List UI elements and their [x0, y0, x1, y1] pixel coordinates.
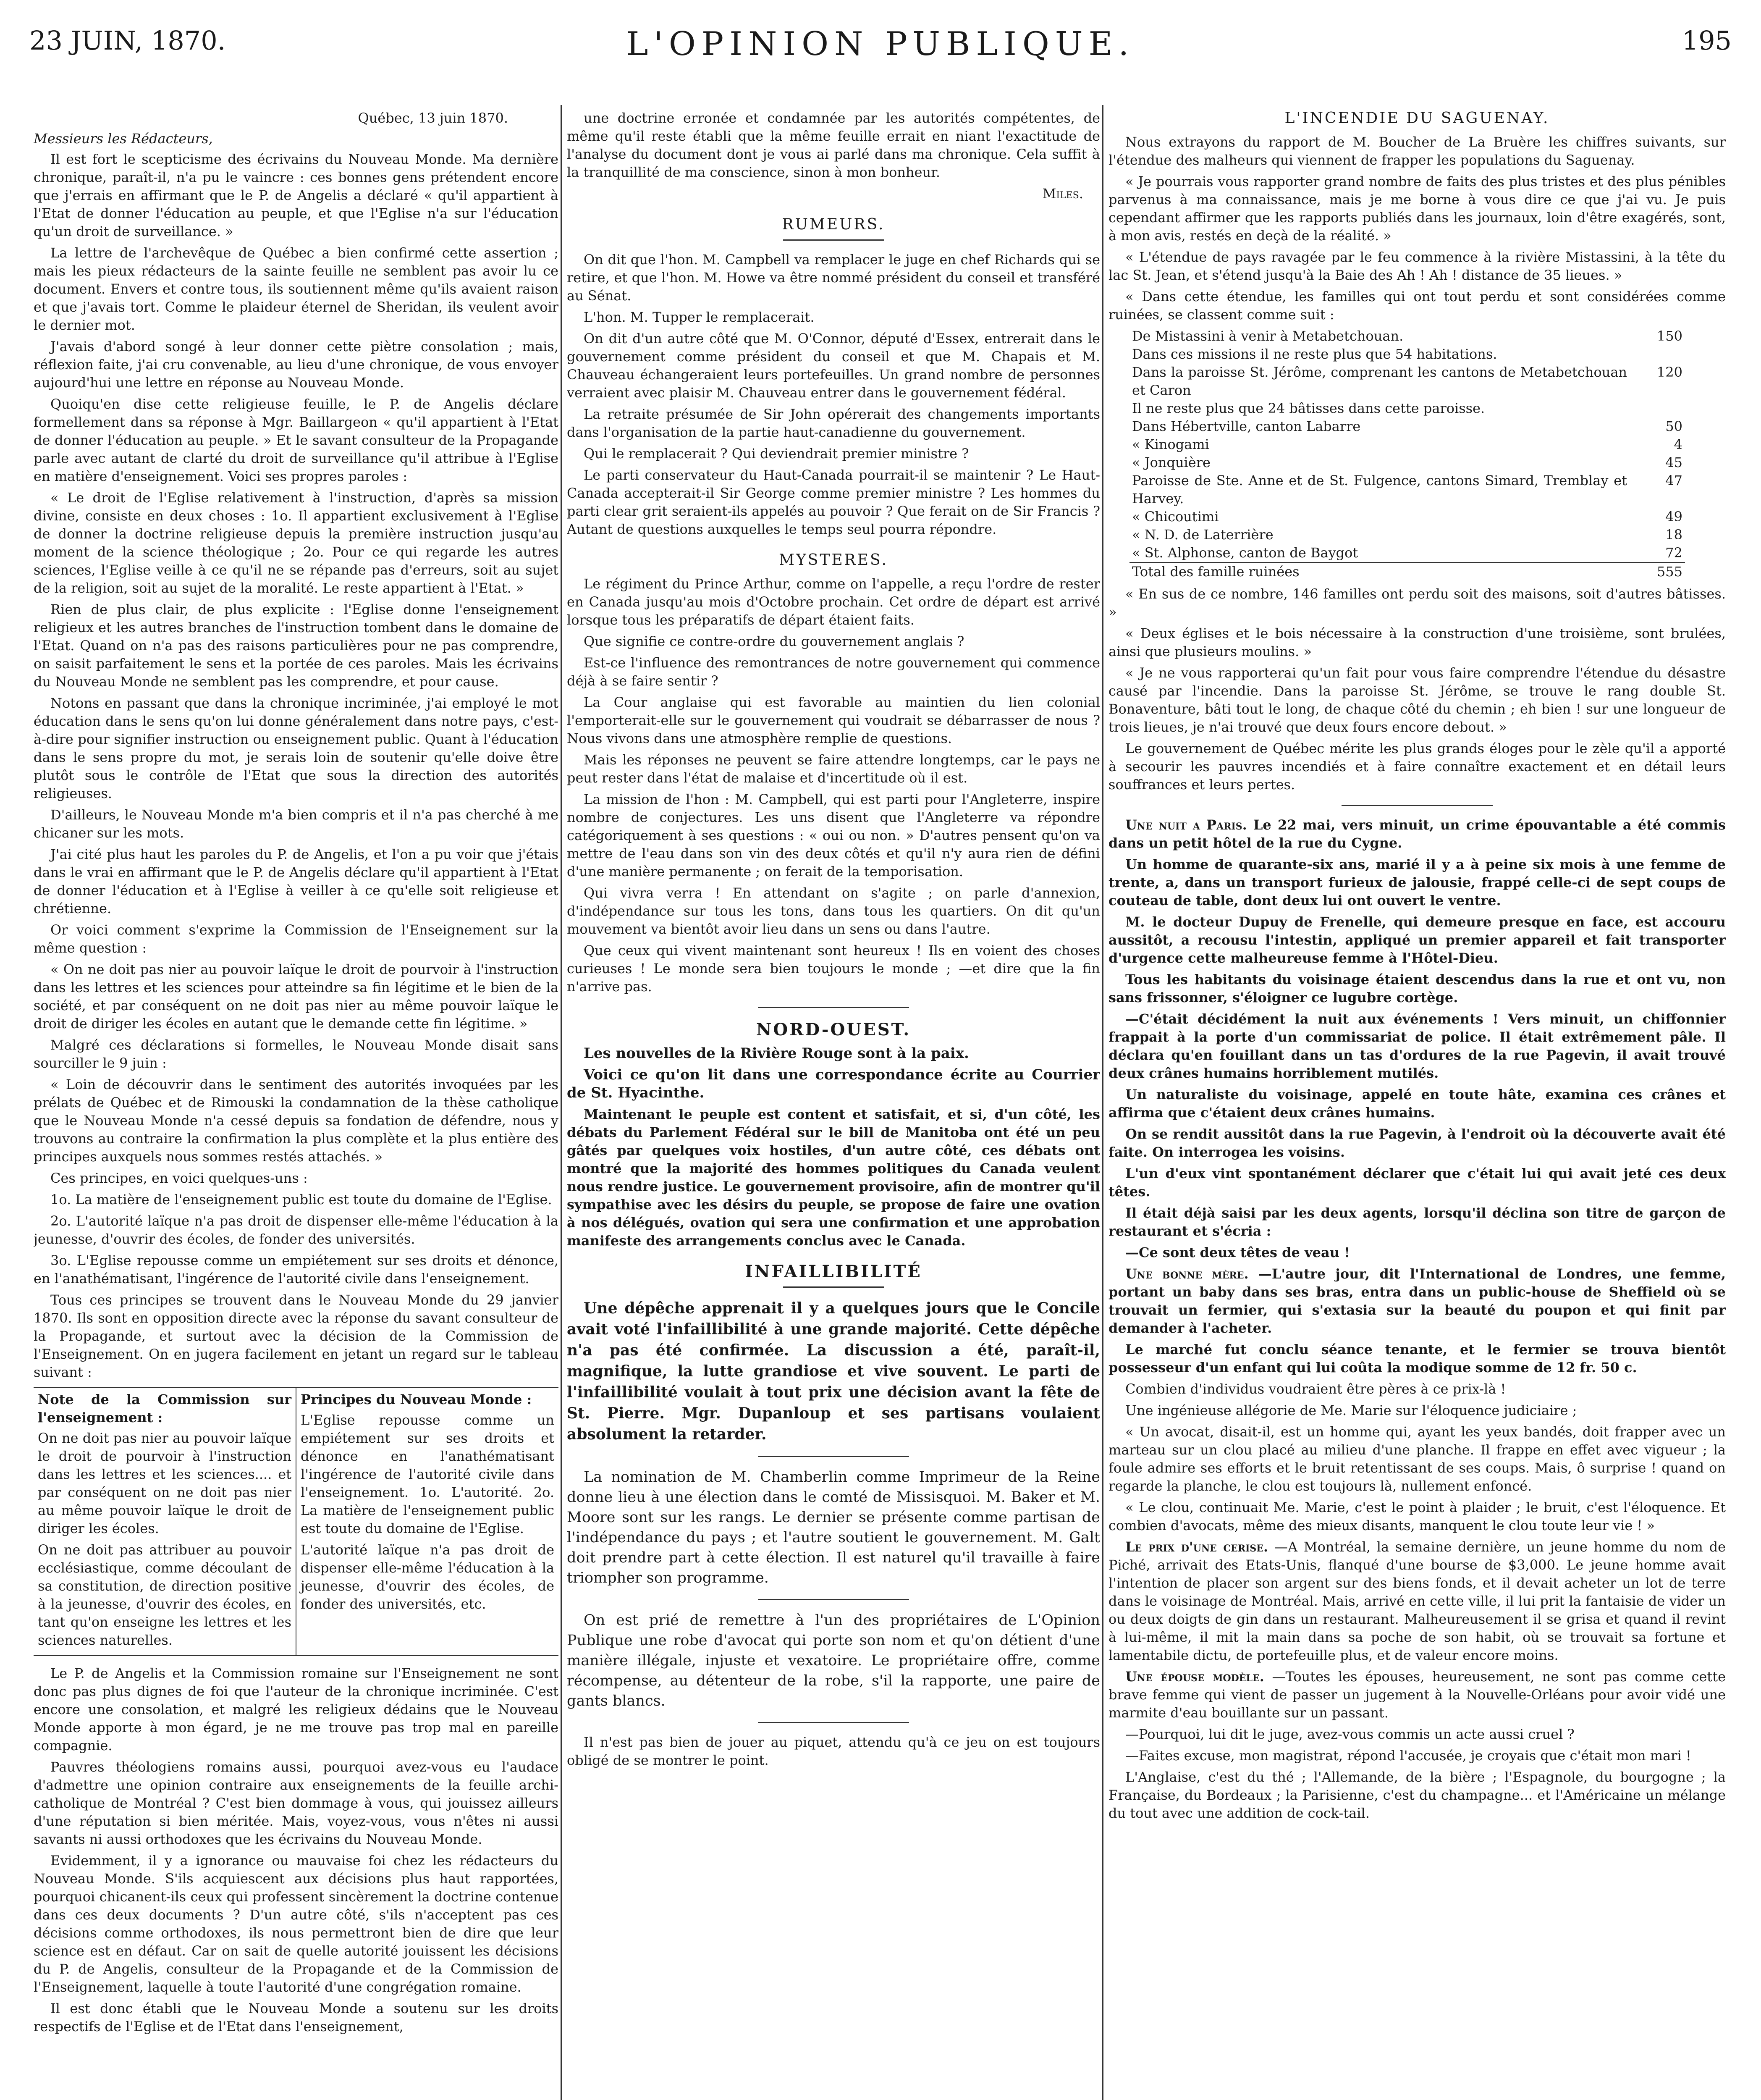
section-divider [783, 1286, 884, 1288]
article-paragraph: 3o. L'Eglise repousse comme un empiétement sur ses droits et dénonce, en l'anathématisant, l'ingérence de l'autorité civile dans l'enseignement. [34, 1252, 558, 1286]
letter-salutation: Messieurs les Rédacteurs, [34, 131, 213, 147]
column-1 [34, 109, 558, 2100]
table-cell-value: 72 [1665, 545, 1682, 561]
article-paragraph: On dit d'un autre côté que M. O'Connor, député d'Essex, entrerait dans le gouvernement comme président du conseil et que M. Chapais et M. Chauveau échangeraient leurs portefeuilles. Un grand nombre de personnes verraient avec plaisir M. Chauveau entrer dans le gouvernement fédéral. [567, 331, 1100, 401]
news-item [1108, 1265, 1726, 1337]
article-paragraph: J'avais d'abord songé à leur donner cette piètre consolation ; mais, réflexion faite, j'ai cru convenable, au lieu d'une chronique, de vous envoyer aujourd'hui une lettre en réponse au Nouveau Monde. [34, 339, 558, 391]
comparison-left-text: On ne doit pas nier au pouvoir laïque le droit de pourvoir à l'instruction dans les lettres et les sciences.... et par conséquent on ne doit pas nier au même pouvoir laïque le droit de diriger les écoles. [38, 1430, 291, 1536]
masthead-title: L'OPINION PUBLIQUE. [626, 25, 1135, 63]
news-text: —A Montréal, la semaine dernière, un jeune homme du nom de Piché, arrivait des Etats-Unis, flanqué d'une bourse de $3,000. Le jeune homme avait l'intention de placer son argent sur des biens fonds, et il devait acheter un lot de terre dans le voisinage de Montréal. Mais, arrivé en cette ville, il lui prit la fantaisie de vider un ou deux doigts de gin dans un restaurant. Malheureusement il se grisa et quand il revint à lui-même, il mit la main dans sa poche de son habit, où se trouvait sa fortune et lamentabile dictu, de portefeuille plus, et de valeur encore moins. [1108, 1539, 1726, 1663]
news-rubric: Une bonne mère. [1125, 1266, 1249, 1282]
table-cell-label: Paroisse de Ste. Anne et de St. Fulgence, cantons Simard, Tremblay et Harvey. [1132, 472, 1627, 507]
article-paragraph: « Un avocat, disait-il, est un homme qui, ayant les yeux bandés, doit frapper avec un marteau sur un clou placé au milieu d'une planche. Il frappe en effet avec vigueur ; la foule admire ses efforts et le bruit retentissant de ses coups. Mais, ô surprise ! quand on regarde la planche, le clou est toujours là, nullement enfoncé. [1108, 1424, 1726, 1494]
article-paragraph: « L'étendue de pays ravagée par le feu commence à la rivière Mistassini, à la tête du lac St. Jean, et s'étend jusqu'à la Baie des Ah ! Ah ! distance de 35 lieues. » [1108, 249, 1726, 283]
article-paragraph: D'ailleurs, le Nouveau Monde m'a bien compris et il n'a pas cherché à me chicaner sur les mots. [34, 807, 558, 841]
section-divider [758, 1599, 909, 1600]
table-cell-value: 4 [1674, 436, 1682, 452]
article-paragraph: « Le clou, continuait Me. Marie, c'est le point à plaider ; le bruit, c'est l'éloquence. Et combien d'avocats, même des mieux disants, manquent le clou toute leur vie ! » [1108, 1499, 1726, 1533]
news-rubric: Le prix d'une cerise. [1125, 1539, 1268, 1555]
table-cell-value: 50 [1665, 418, 1682, 434]
section-divider [758, 1456, 909, 1457]
issue-date: 23 JUIN, 1870. [29, 25, 226, 56]
table-row [1129, 436, 1685, 454]
news-text: —Toutes les épouses, heureusement, ne sont pas comme cette brave femme qui vient de passer un jugement à la Nouvelle-Orléans pour avoir vidé une marmite d'eau bouillante sur un passant. [1108, 1669, 1726, 1721]
table-row [1129, 327, 1685, 345]
article-paragraph: Le régiment du Prince Arthur, comme on l'appelle, a reçu l'ordre de rester en Canada jusqu'au mois d'Octobre prochain. Cet ordre de départ est arrivé lorsque tous les préparatifs de départ étaient faits. [567, 576, 1100, 628]
article-paragraph: —C'était décidément la nuit aux événements ! Vers minuit, un chiffonnier frappait à la porte d'un commissariat de police. Il était extrêmement pâle. Il déclara qu'en fouillant dans un tas d'ordures de la rue Pagevin, il avait trouvé deux crânes humains horriblement mutilés. [1108, 1011, 1726, 1081]
comparison-right [296, 1388, 558, 1655]
comparison-left [34, 1388, 296, 1655]
comparison-left-text: On ne doit pas attribuer au pouvoir ecclésiastique, comme découlant de sa constitution, de direction positive à la jeunesse, d'ouvrir des écoles, en tant qu'on enseigne les lettres et les sciences naturelles. [38, 1542, 291, 1648]
table-row [1129, 399, 1685, 417]
news-item [1108, 816, 1726, 852]
article-paragraph: Le marché fut conclu séance tenante, et le fermier se trouva bientôt possesseur d'un enfant qui lui coûta la modique somme de 12 fr. 50 c. [1108, 1341, 1726, 1376]
article-paragraph: 2o. L'autorité laïque n'a pas droit de dispenser elle-même l'éducation à la jeunesse, d'ouvrir des écoles, de fonder des universités. [34, 1213, 558, 1247]
section-title-incendie: L'INCENDIE DU SAGUENAY. [1284, 110, 1550, 127]
table-cell-label: « St. Alphonse, canton de Baygot [1132, 545, 1358, 561]
table-row [1129, 472, 1685, 508]
news-rubric: Une épouse modèle. [1125, 1669, 1264, 1685]
article-paragraph: Une dépêche apprenait il y a quelques jours que le Concile avait voté l'infaillibilité à une grande majorité. Cette dépêche n'a pas été confirmée. La discussion a été, paraît-il, magnifique, la lutte grandiose et vive souvent. Le parti de l'infaillibilité voulait à tout prix une décision avant la fête de St. Pierre. Mgr. Dupanloup et ses partisans voulaient absolument la retarder. [567, 1299, 1100, 1443]
article-paragraph: Que ceux qui vivent maintenant sont heureux ! Ils en voient des choses curieuses ! Le monde sera bien toujours le monde ; —et dire que la fin n'arrive pas. [567, 942, 1100, 995]
section-divider [758, 1007, 909, 1008]
table-row [1129, 363, 1685, 399]
table-cell-value: 18 [1665, 527, 1682, 543]
article-paragraph: —Ce sont deux têtes de veau ! [1125, 1244, 1350, 1260]
article-paragraph: L'Anglaise, c'est du thé ; l'Allemande, de la bière ; l'Espagnole, du bourgogne ; la Française, du Bordeaux ; la Parisienne, c'est du champagne... et l'Américaine un mélange du tout avec une addition de cock-tail. [1108, 1769, 1726, 1821]
article-paragraph: 1o. La matière de l'enseignement public est toute du domaine de l'Eglise. [50, 1192, 552, 1208]
table-cell-value: 150 [1656, 328, 1682, 344]
table-cell-label: « Jonquière [1132, 454, 1211, 470]
table-total-value: 555 [1630, 562, 1685, 581]
comparison-table [34, 1387, 558, 1656]
section-divider [1342, 805, 1493, 806]
section-divider [758, 1722, 909, 1723]
table-row [1129, 417, 1685, 436]
table-cell-value [1630, 399, 1685, 417]
table-cell-value [1630, 345, 1685, 363]
article-paragraph: La mission de l'hon : M. Campbell, qui est parti pour l'Angleterre, inspire nombre de conjectures. Les uns disent que l'Angleterre va répondre catégoriquement à ses questions : « oui ou non. » D'autres pensent qu'on va mettre de l'eau dans son vin des deux côtés et qu'il n'y aura rien de défini d'une manière permanente ; on ferait de la temporisation. [567, 791, 1100, 879]
article-paragraph: Il était déjà saisi par les deux agents, lorsqu'il déclina son titre de garçon de restaurant et s'écria : [1108, 1205, 1726, 1239]
article-paragraph: Nous extrayons du rapport de M. Boucher de La Bruère les chiffres suivants, sur l'étendue des malheurs qui viennent de frapper les populations du Saguenay. [1108, 134, 1726, 168]
article-paragraph: L'hon. M. Tupper le remplacerait. [584, 309, 815, 325]
page-header [29, 17, 1732, 71]
table-row [1129, 526, 1685, 544]
letter-dateline: Québec, 13 juin 1870. [358, 110, 508, 126]
column-2 [567, 109, 1100, 2100]
article-paragraph: Tous ces principes se trouvent dans le Nouveau Monde du 29 janvier 1870. Ils sont en opposition directe avec la réponse du savant consulteur de la Propagande, et surtout avec la décision de la Commission de l'Enseignement. On en jugera facilement en jetant un regard sur le tableau suivant : [34, 1292, 558, 1380]
article-paragraph: Le P. de Angelis et la Commission romaine sur l'Enseignement ne sont donc pas plus dignes de foi que l'auteur de la chronique incriminée. C'est encore une consolation, et malgré les religieux dédains que le Nouveau Monde apporte à mon égard, je ne me trouve pas trop mal en pareille compagnie. [34, 1665, 558, 1754]
article-paragraph: Malgré ces déclarations si formelles, le Nouveau Monde disait sans sourciller le 9 juin : [34, 1037, 558, 1071]
article-paragraph: Que signifie ce contre-ordre du gouvernement anglais ? [584, 633, 964, 649]
article-paragraph: Qui vivra verra ! En attendant on s'agite ; on parle d'annexion, d'indépendance sur tous les tons, dans tous les quartiers. On dit qu'un mouvement va bientôt avoir lieu dans un sens ou dans l'autre. [567, 885, 1100, 937]
news-text: —L'autre jour, dit l'International de Londres, une femme, portant un baby dans ses bras, entra dans un public-house de Sheffield où se trouvait un fermier, qui s'extasia sur la beauté du poupon et qui finit par demander à l'acheter. [1108, 1266, 1726, 1336]
section-divider [783, 239, 884, 241]
article-paragraph: Qui le remplacerait ? Qui deviendrait premier ministre ? [584, 446, 969, 462]
table-cell-label: Dans la paroisse St. Jérôme, comprenant les cantons de Metabetchouan et Caron [1132, 364, 1627, 398]
article-paragraph: « En sus de ce nombre, 146 familles ont perdu soit des maisons, soit d'autres bâtisses. » [1108, 586, 1726, 620]
table-cell-value: 120 [1656, 364, 1682, 380]
column-rule [1102, 105, 1103, 2100]
article-paragraph: La nomination de M. Chamberlin comme Imprimeur de la Reine donne lieu à une élection dans le comté de Missisquoi. M. Baker et M. Moore sont sur les rangs. Le dernier se présente comme partisan de l'indépendance du pays ; et l'autre soutient le gouvernement. M. Galt doit prendre part à cette élection. Il est naturel qu'il travaille à faire triompher son programme. [567, 1469, 1100, 1586]
article-paragraph: Mais les réponses ne peuvent se faire attendre longtemps, car le pays ne peut rester dans l'état de malaise et d'incertitude où il est. [567, 752, 1100, 786]
section-title-nord-ouest: NORD-OUEST. [756, 1020, 911, 1040]
article-paragraph: Evidemment, il y a ignorance ou mauvaise foi chez les rédacteurs du Nouveau Monde. S'ils acquiescent aux décisions plus haut rapportées, pourquoi chicanent-ils ceux qui professent sincèrement la doctrine contenue dans ces deux documents ? D'un autre côté, s'ils n'acceptent pas ces décisions comme orthodoxes, ils nous permettront bien de dire que leur science est en défaut. Car on sait de quelle autorité jouissent les décisions du P. de Angelis, consulteur de la Propagande et de la Commission de l'Enseignement, laquelle à toute l'autorité d'une congrégation romaine. [34, 1853, 558, 1995]
column-rule [561, 105, 562, 2100]
article-paragraph: Maintenant le peuple est content et satisfait, et si, d'un côté, les débats du Parlement Fédéral sur le bill de Manitoba ont été un peu gâtés par quelques voix hostiles, d'un autre côté, ces débats ont montré que la majorité des hommes politiques du Canada veulent nous rendre justice. Le gouvernement provisoire, afin de montrer qu'il sympathise avec les désirs du peuple, se propose de faire une ovation à nos délégués, ovation qui sera une confirmation et une approbation manifeste des arrangements conclus avec le Canada. [567, 1106, 1100, 1249]
table-row [1129, 454, 1685, 472]
table-cell-label: « Chicoutimi [1132, 509, 1219, 525]
table-total-row [1129, 562, 1685, 581]
article-paragraph: Or voici comment s'exprime la Commission de l'Enseignement sur la même question : [34, 922, 558, 956]
article-paragraph: Un homme de quarante-six ans, marié il y a à peine six mois à une femme de trente, a, dans un transport furieux de jalousie, frappé celle-ci de sept coups de couteau de table, dont deux lui ont ouvert le ventre. [1108, 856, 1726, 908]
article-paragraph: Un naturaliste du voisinage, appelé en toute hâte, examina ces crânes et affirma que c'étaient deux crânes humains. [1108, 1087, 1726, 1121]
article-paragraph: On se rendit aussitôt dans la rue Pagevin, à l'endroit où la découverte avait été faite. On interrogea les voisins. [1108, 1126, 1726, 1160]
article-paragraph: Il est donc établi que le Nouveau Monde a soutenu sur les droits respectifs de l'Eglise et de l'Etat dans l'enseignement, [34, 2000, 558, 2034]
article-paragraph: La Cour anglaise qui est favorable au maintien du lien colonial l'emporterait-elle sur le gouvernement qui voudrait se débarrasser de nous ? Nous vivons dans une atmosphère remplie de questions. [567, 694, 1100, 746]
news-text: Le 22 mai, vers minuit, un crime épouvantable a été commis dans un petit hôtel de la rue du Cygne. [1108, 817, 1726, 851]
table-cell-label: « N. D. de Laterrière [1132, 527, 1274, 543]
article-paragraph: La lettre de l'archevêque de Québec a bien confirmé cette assertion ; mais les pieux rédacteurs de la sainte feuille ne semblent pas avoir lu ce document. Envers et contre tous, ils soutiennent même qu'ils avaient raison et que j'avais tort. Comme le plaideur éternel de Sheridan, ils veulent avoir le dernier mot. [34, 245, 558, 333]
news-item [1108, 1668, 1726, 1722]
news-item [1108, 1538, 1726, 1664]
table-row [1129, 544, 1685, 562]
comparison-right-heading: Principes du Nouveau Monde : [301, 1391, 532, 1407]
table-row [1129, 345, 1685, 363]
article-paragraph: Une ingénieuse allégorie de Me. Marie sur l'éloquence judiciaire ; [1125, 1402, 1577, 1418]
table-cell-label: Dans ces missions il ne reste plus que 54 habitations. [1132, 346, 1497, 362]
article-paragraph: —Pourquoi, lui dit le juge, avez-vous commis un acte aussi cruel ? [1125, 1726, 1575, 1742]
article-paragraph: Le gouvernement de Québec mérite les plus grands éloges pour le zèle qu'il a apporté à secourir les pauvres incendiés et à faire connaître exactement et en détail leurs souffrances et leurs pertes. [1108, 740, 1726, 793]
families-table [1129, 327, 1685, 581]
table-cell-label: « Kinogami [1132, 436, 1209, 452]
article-paragraph: Quoiqu'en dise cette religieuse feuille, le P. de Angelis déclare formellement dans sa réponse à Mgr. Baillargeon « qu'il appartient à l'Etat de donner l'éducation au peuple. » Et le savant consulteur de la Propagande parle avec autant de clarté du droit de surveillance qu'il attribue à l'Eglise en matière d'enseignement. Voici ses propres paroles : [34, 396, 558, 484]
article-paragraph: On est prié de remettre à l'un des propriétaires de L'Opinion Publique une robe d'avocat qui porte son nom et qu'on détient d'une manière illégale, injuste et vexatoire. Le propriétaire offre, comme récompense, au détenteur de la robe, s'il la rapporte, une paire de gants blancs. [567, 1612, 1100, 1709]
article-paragraph: Ces principes, en voici quelques-uns : [50, 1170, 308, 1186]
article-paragraph: J'ai cité plus haut les paroles du P. de Angelis, et l'on a pu voir que j'étais dans le vrai en affirmant que le P. de Angelis déclare qu'il appartient à l'Etat de donner l'éducation et à l'Eglise à veiller à ce qu'elle soit religieuse et chrétienne. [34, 846, 558, 916]
article-paragraph: « Je ne vous rapporterai qu'un fait pour vous faire comprendre l'étendue du désastre causé par l'incendie. Dans la paroisse St. Jérôme, se trouve le rang double St. Bonaventure, bâti tout le long, de chaque côté du chemin ; eh bien ! sur une longueur de trois lieues, je n'ai trouvé que deux fours encore debout. » [1108, 665, 1726, 735]
article-paragraph: Il est fort le scepticisme des écrivains du Nouveau Monde. Ma dernière chronique, paraît-il, n'a pu le vaincre : ces bonnes gens prétendent encore que j'errais en affirmant que le P. de Angelis a déclaré « qu'il appartient à l'Etat de donner l'éducation au peuple, et que l'Eglise n'a sur l'éducation qu'un droit de surveillance. » [34, 151, 558, 239]
article-paragraph: L'un d'eux vint spontanément déclarer que c'était lui qui avait jeté ces deux têtes. [1108, 1166, 1726, 1200]
article-paragraph: « Deux églises et le bois nécessaire à la construction d'une troisième, sont brulées, ainsi que plusieurs moulins. » [1108, 625, 1726, 659]
section-title-rumeurs: RUMEURS. [782, 216, 885, 233]
letter-signature: Miles. [1042, 186, 1083, 202]
table-cell-value: 47 [1665, 472, 1682, 488]
article-paragraph: Le parti conservateur du Haut-Canada pourrait-il se maintenir ? Le Haut-Canada accepterait-il Sir George comme premier ministre ? Les hommes du parti clear grit seraient-ils appelés au pouvoir ? Que ferait on de Sir Francis ? Autant de questions auxquelles le temps seul pourra répondre. [567, 467, 1100, 537]
table-row [1129, 508, 1685, 526]
article-paragraph: une doctrine erronée et condamnée par les autorités compétentes, de même qu'il reste établi que la même feuille errait en niant l'exactitude de l'analyse du document dont je vous ai parlé dans ma chronique. Cela suffit à la tranquillité de ma conscience, sinon à mon bonheur. [567, 110, 1100, 180]
article-paragraph: « Dans cette étendue, les familles qui ont tout perdu et sont considérées comme ruinées, se classent comme suit : [1108, 289, 1726, 323]
section-title-mysteres: MYSTERES. [779, 551, 888, 569]
article-paragraph: Tous les habitants du voisinage étaient descendus dans la rue et ont vu, non sans frissonner, s'éloigner ce lugubre cortège. [1108, 971, 1726, 1005]
article-paragraph: La retraite présumée de Sir John opérerait des changements importants dans l'organisation de la partie haut-canadienne du gouvernement. [567, 406, 1100, 440]
lead-paragraph: Les nouvelles de la Rivière Rouge sont à la paix. [584, 1045, 969, 1062]
article-paragraph: « Je pourrais vous rapporter grand nombre de faits des plus tristes et des plus pénibles parvenus à ma connaissance, mais je me borne à vous dire ce que j'ai vu. Je puis cependant affirmer que les rapports publiés dans les journaux, loin d'être exagérés, sont, à mon avis, restés en deçà de la réalité. » [1108, 173, 1726, 244]
article-paragraph: On dit que l'hon. M. Campbell va remplacer le juge en chef Richards qui se retire, et que l'hon. M. Howe va être nommé président du conseil et transféré au Sénat. [567, 252, 1100, 304]
article-paragraph: M. le docteur Dupuy de Frenelle, qui demeure presque en face, est accouru aussitôt, a recousu l'intestin, appliqué un premier appareil et fait transporter d'urgence cette malheureuse femme à l'Hôtel-Dieu. [1108, 914, 1726, 966]
table-cell-value: 45 [1665, 454, 1682, 470]
table-total-label: Total des famille ruinées [1129, 562, 1630, 581]
article-paragraph: Pauvres théologiens romains aussi, pourquoi avez-vous eu l'audace d'admettre une opinion contraire aux enseignements de la feuille archi-catholique de Montréal ? C'est bien dommage à vous, qui jouissez ailleurs d'une réputation si bien méritée. Mais, voyez-vous, vous n'êtes ni aussi savants ni aussi orthodoxes que les écrivains du Nouveau Monde. [34, 1759, 558, 1847]
article-paragraph: Il n'est pas bien de jouer au piquet, attendu qu'à ce jeu on est toujours obligé de se montrer le point. [567, 1734, 1100, 1768]
lead-paragraph: Voici ce qu'on lit dans une correspondance écrite au Courrier de St. Hyacinthe. [567, 1066, 1100, 1101]
article-paragraph: « Le droit de l'Eglise relativement à l'instruction, d'après sa mission divine, consiste en deux choses : 1o. Il appartient exclusivement à l'Eglise de donner la doctrine religieuse depuis la première instruction jusqu'au moment de la science théologique ; 2o. Pour ce qui regarde les autres sciences, l'Eglise veille à ce qu'il ne se répande pas d'erreurs, soit au sujet de la religion, soit au sujet de la moralité. Le reste appartient à l'Etat. » [34, 490, 558, 596]
column-3 [1108, 109, 1726, 2100]
article-paragraph: Est-ce l'influence des remontrances de notre gouvernement qui commence déjà à se faire sentir ? [567, 655, 1100, 689]
article-paragraph: Combien d'individus voudraient être pères à ce prix-là ! [1125, 1381, 1506, 1397]
article-paragraph: « On ne doit pas nier au pouvoir laïque le droit de pourvoir à l'instruction dans les lettres et les sciences pour atteindre sa fin légitime et le bien de la société, et par conséquent on ne doit pas nier au même pouvoir laïque le droit de diriger les écoles en autant que le demande cette fin légitime. » [34, 961, 558, 1032]
table-cell-label: Dans Hébertville, canton Labarre [1132, 418, 1361, 434]
table-cell-label: Il ne reste plus que 24 bâtisses dans cette paroisse. [1132, 400, 1485, 416]
comparison-right-text: L'autorité laïque n'a pas droit de dispenser elle-même l'éducation à la jeunesse, d'ouvrir des écoles, de fonder des universités, etc. [301, 1542, 554, 1612]
article-paragraph: Rien de plus clair, de plus explicite : l'Eglise donne l'enseignement religieux et les autres branches de l'instruction tombent dans le domaine de l'Etat. Quand on n'a pas des raisons particulières pour ne pas comprendre, on saisit parfaitement le sens et la portée de ces paroles. Mais les écrivains du Nouveau Monde ne semblent pas les comprendre, et pour cause. [34, 601, 558, 690]
section-title-infaillibilite: INFAILLIBILITÉ [745, 1262, 922, 1281]
table-cell-value: 49 [1665, 509, 1682, 525]
page-number: 195 [1682, 25, 1732, 56]
table-cell-label: De Mistassini à venir à Metabetchouan. [1132, 328, 1404, 344]
comparison-left-heading: Note de la Commission sur l'enseignement : [38, 1391, 291, 1425]
news-rubric: Une nuit a Paris. [1125, 817, 1247, 833]
article-paragraph: « Loin de découvrir dans le sentiment des autorités invoquées par les prélats de Québec et de Rimouski la condamnation de la thèse catholique que le Nouveau Monde n'a cessé depuis sa fondation de défendre, nous y trouvons au contraire la confirmation la plus complète et la plus entière des principes auxquels nous sommes restés attachés. » [34, 1076, 558, 1165]
article-paragraph: Notons en passant que dans la chronique incriminée, j'ai employé le mot éducation dans le sens qu'on lui donne généralement dans notre pays, c'est-à-dire pour signifier instruction ou enseignement public. Quant à l'éducation dans le sens propre du mot, je serais loin de soutenir qu'elle doive être plutôt sous le contrôle de l'Etat que sous la direction des autorités religieuses. [34, 695, 558, 801]
comparison-right-text: L'Eglise repousse comme un empiétement sur ses droits et dénonce en l'anathématisant l'ingérence de l'autorité civile dans l'enseignement. 1o. L'autorité. 2o. La matière de l'enseignement public est toute du domaine de l'Eglise. [301, 1412, 554, 1536]
article-paragraph: —Faites excuse, mon magistrat, répond l'accusée, je croyais que c'était mon mari ! [1125, 1748, 1691, 1764]
